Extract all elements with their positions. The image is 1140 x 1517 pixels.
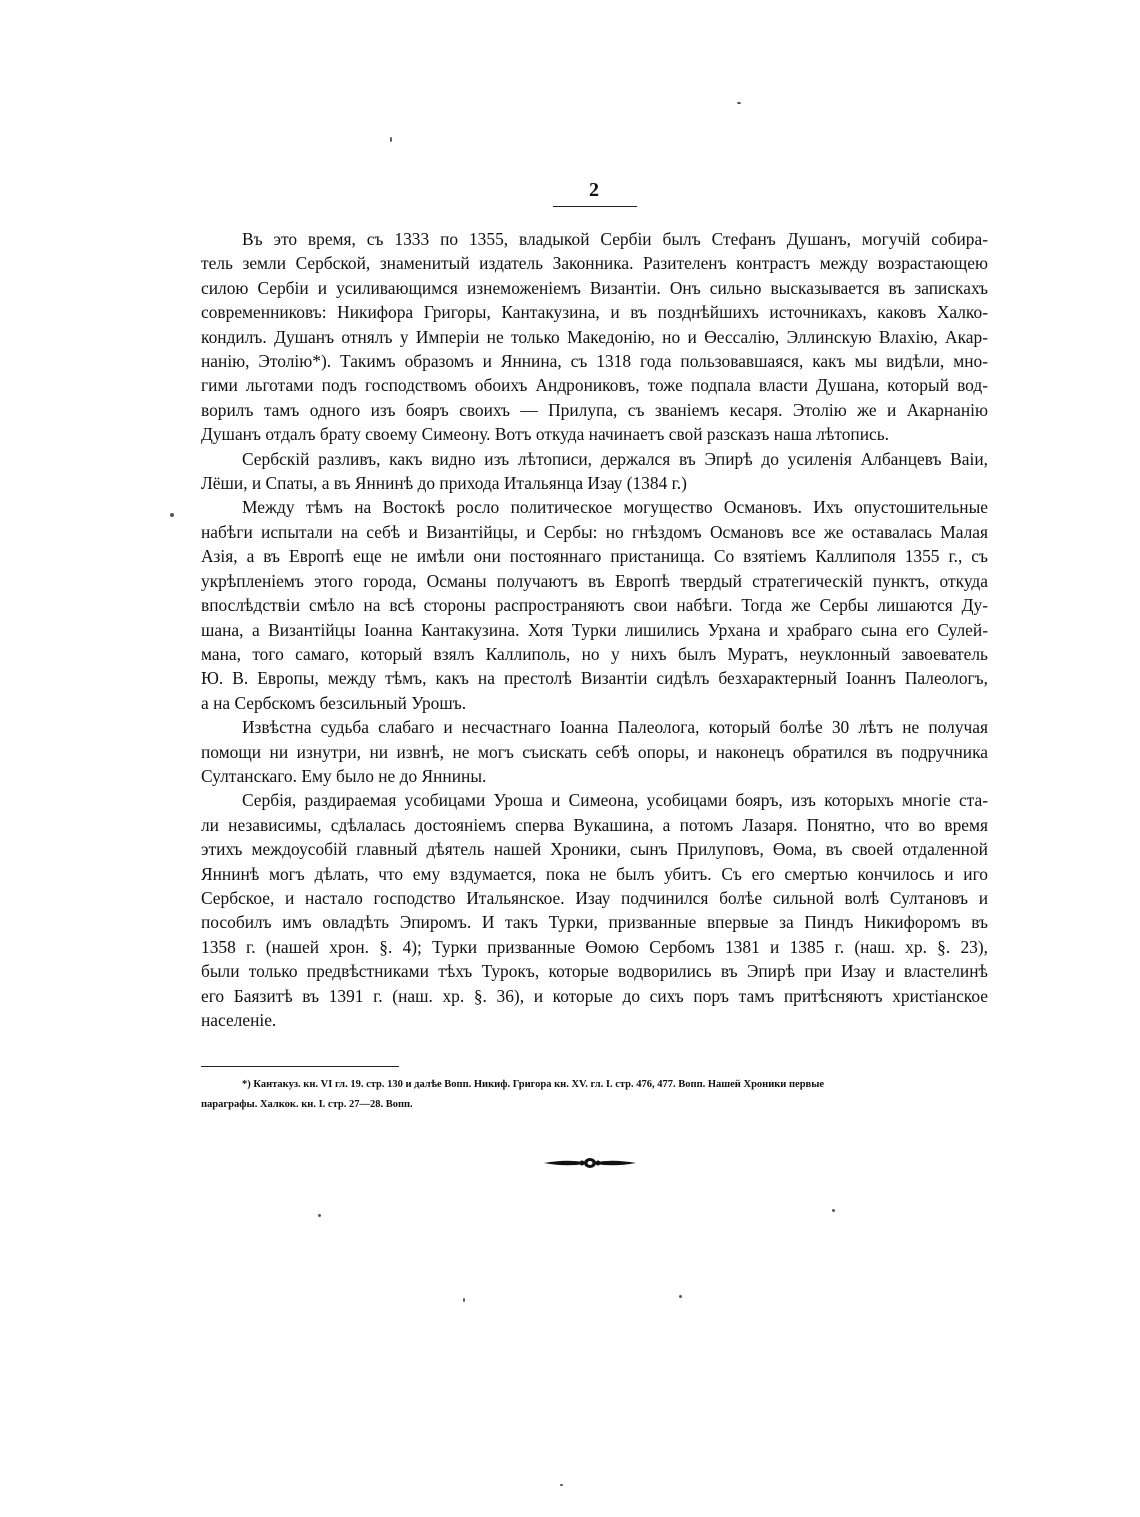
footnote-rule <box>201 1066 399 1067</box>
text-line: мана, того самаго, который взялъ Каллиполь, но у нихъ былъ Муратъ, неуклонный завоеватель <box>201 643 988 664</box>
text-line: 1358 г. (нашей хрон. §. 4); Турки призванные Өомою Сербомъ 1381 и 1385 г. (наш. хр. §. 23), <box>201 936 988 957</box>
text-line: гими льготами подъ господствомъ обоихъ Андрониковъ, тоже подпала власти Душана, который вод- <box>201 375 988 396</box>
text-line: а на Сербскомъ безсильный Урошъ. <box>201 692 467 713</box>
paragraph <box>201 227 988 447</box>
text-line: набѣги испытали на себѣ и Византійцы, и Сербы: но гнѣздомъ Османовъ все же оставалась Малая <box>201 521 988 542</box>
scan-speck <box>679 1295 682 1298</box>
text-line: ворилъ тамъ одного изъ бояръ своихъ — Прилупа, съ званіемъ кесаря. Этолію же и Акарнанію <box>201 399 988 420</box>
scan-speck <box>463 1298 465 1302</box>
footnote-line: *) Кантакуз. кн. VI гл. 19. стр. 130 и далѣе Вопп. Никиф. Григора кн. XV. гл. I. стр. 476, 477. Вопп. Нашей Хроники первые <box>242 1079 825 1090</box>
footnote-line: параграфы. Халкок. кн. I. стр. 27—28. Вопп. <box>201 1099 413 1110</box>
text-line: населеніе. <box>201 1010 277 1030</box>
scan-speck <box>170 513 174 517</box>
text-line: его Баязитѣ въ 1391 г. (наш. хр. §. 36), и которые до сихъ поръ тамъ притѣсняютъ христіанское <box>201 985 988 1006</box>
text-line: силою Сербіи и усиливающимся изнеможеніемъ Византіи. Онъ сильно высказывается въ запискахъ <box>201 277 988 298</box>
text-line: Лёши, и Спаты, а въ Яннинѣ до прихода Итальянца Изау (1384 г.) <box>201 473 687 494</box>
text-line: впослѣдствіи смѣло на всѣ стороны распространяютъ свои набѣги. Тогда же Сербы лишаются Ду- <box>201 595 988 616</box>
text-line: Между тѣмъ на Востокѣ росло политическое могущество Османовъ. Ихъ опустошительные <box>242 497 988 518</box>
text-line: Сербія, раздираемая усобицами Уроша и Симеона, усобицами бояръ, изъ которыхъ многіе ста- <box>242 790 988 811</box>
header-rule <box>553 206 637 207</box>
text-line: Сербскій разливъ, какъ видно изъ лѣтописи, держался въ Эпирѣ до усиленія Албанцевъ Ваіи, <box>242 448 988 469</box>
text-line: Въ это время, съ 1333 по 1355, владыкой Сербіи былъ Стефанъ Душанъ, могучій собира- <box>242 229 988 249</box>
text-line: Ю. В. Европы, между тѣмъ, какъ на престолѣ Византіи сидѣлъ безхарактерный Іоаннъ Палеологъ, <box>201 668 988 689</box>
scan-speck <box>737 102 741 104</box>
paragraph <box>201 788 988 1032</box>
text-line: современниковъ: Никифора Григоры, Кантакузина, и въ позднѣйшихъ источникахъ, каковъ Халко- <box>201 302 988 323</box>
scan-speck <box>318 1214 321 1217</box>
text-line: были только предвѣстниками тѣхъ Турокъ, которые водворились въ Эпирѣ при Изау и властелинѣ <box>201 961 988 982</box>
scan-speck <box>832 1209 835 1212</box>
text-line: Извѣстна судьба слабаго и несчастнаго Іоанна Палеолога, который болѣе 30 лѣтъ не получая <box>242 717 988 738</box>
paragraph <box>201 447 988 496</box>
text-line: Яннинѣ могъ дѣлать, что ему вздумается, пока не былъ убитъ. Съ его смертью кончилось и иго <box>201 863 988 884</box>
text-line: этихъ междоусобій главный дѣятель нашей Хроники, сынъ Прилуповъ, Өома, въ своей отдаленной <box>201 839 988 860</box>
footnote <box>201 1075 988 1115</box>
text-line: Султанскаго. Ему было не до Яннины. <box>201 765 487 786</box>
text-line: укрѣпленіемъ этого города, Османы получаютъ въ Европѣ твердый стратегическій пунктъ, откуда <box>201 570 988 591</box>
text-line: тель земли Сербской, знаменитый издатель Законника. Разителенъ контрастъ между возрастающею <box>201 253 988 274</box>
text-line: ли независимы, сдѣлалась достояніемъ сперва Вукашина, а потомъ Лазаря. Понятно, что во время <box>201 814 988 835</box>
scan-speck <box>560 1484 563 1486</box>
text-line: пособилъ имъ овладѣть Эпиромъ. И такъ Турки, призванные впервые за Пиндъ Никифоромъ въ <box>201 912 988 933</box>
scan-speck <box>390 137 392 142</box>
paragraph <box>201 715 988 788</box>
ornament-divider <box>544 1154 636 1172</box>
text-line: шана, а Византійцы Іоанна Кантакузина. Хотя Турки лишились Урхана и храбраго сына его Сулей- <box>201 619 988 640</box>
text-line: помощи ни изнутри, ни извнѣ, не могъ съискать себѣ опоры, и наконецъ обратился въ подручника <box>201 741 988 762</box>
main-text <box>201 227 988 1032</box>
text-line: нанію, Этолію*). Такимъ образомъ и Яннина, съ 1318 года пользовавшаяся, какъ мы видѣли, мно- <box>201 351 988 372</box>
page-number: 2 <box>589 179 599 201</box>
text-line: Сербское, и настало господство Итальянское. Изау подчинился болѣе сильной волѣ Султановъ и <box>201 887 988 908</box>
text-line: Душанъ отдалъ брату своему Симеону. Вотъ откуда начинаетъ свой разсказъ наша лѣтопись. <box>201 424 889 445</box>
text-line: кондилъ. Душанъ отнялъ у Имперіи не только Македонію, но и Өессалію, Эллинскую Влахію, Акар- <box>201 326 988 347</box>
text-line: Азія, а въ Европѣ еще не имѣли они постояннаго пристанища. Со взятіемъ Каллиполя 1355 г., съ <box>201 546 988 567</box>
paragraph <box>201 495 988 715</box>
